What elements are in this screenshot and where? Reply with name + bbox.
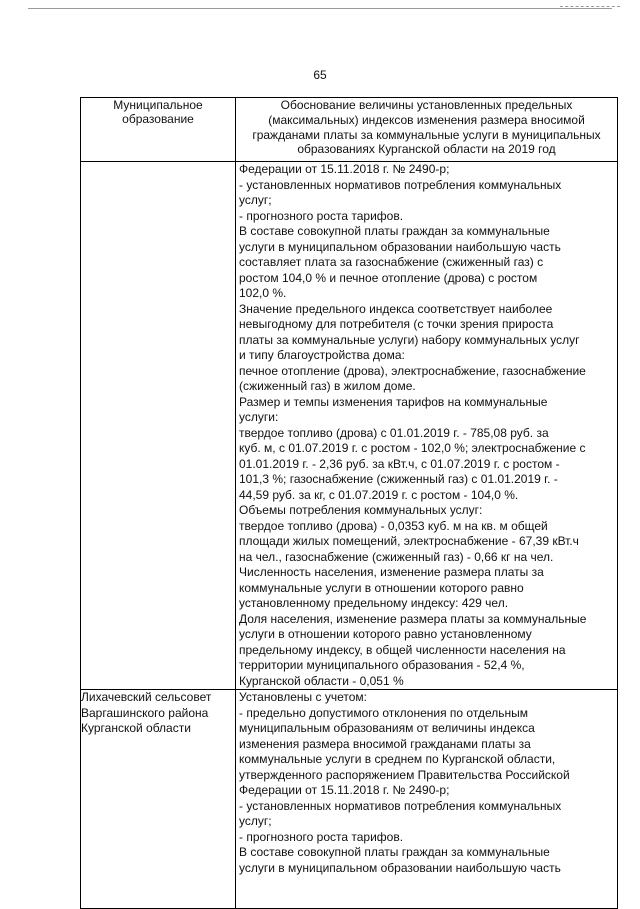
text-line: составляет плата за газоснабжение (сжиженный газ) с: [239, 255, 544, 269]
text-line: Размер и темпы изменения тарифов на коммунальные: [239, 394, 548, 409]
text-line: (сжиженный газ) в жилом доме.: [239, 379, 416, 393]
text-line: услуги в муниципальном образовании наибольшую часть: [239, 239, 561, 254]
table-row: [81, 690, 618, 909]
header-text-line: Обоснование величины установленных предельных: [280, 98, 573, 112]
text-line: - установленных нормативов потребления коммунальных: [239, 798, 562, 813]
header-text-line: гражданами платы за коммунальные услуги в муниципальных: [252, 127, 601, 142]
text-line: муниципальным образованиям от величины индекса: [239, 721, 535, 735]
justification-cell: [236, 690, 618, 909]
table-row: [81, 162, 618, 690]
header-text-line: образование: [122, 112, 194, 126]
municipality-cell: [81, 162, 236, 690]
text-line: Курганской области - 0,051 %: [239, 673, 404, 688]
municipality-line: Лихачевский сельсовет: [81, 690, 212, 704]
text-line: и типу благоустройства дома:: [239, 348, 405, 362]
municipality-line: Варгашинского района: [81, 705, 209, 720]
text-line: 44,59 руб. за кг, с 01.07.2019 г. с ростом - 104,0 %.: [239, 487, 519, 502]
text-line: изменения размера вносимой гражданами платы за: [239, 736, 531, 751]
table-header-row: [81, 98, 618, 162]
justification-cell: [236, 162, 618, 690]
text-line: коммунальные услуги в среднем по Курганской области,: [239, 752, 556, 766]
text-line: услуг;: [239, 814, 272, 828]
text-line: утвержденного распоряжением Правительства Российской: [239, 767, 570, 782]
text-line: платы за коммунальные услуги) набору коммунальных услуг: [239, 332, 580, 347]
text-line: Федерации от 15.11.2018 г. № 2490-р;: [239, 783, 450, 797]
top-scan-line: [28, 8, 612, 9]
text-line: куб. м, с 01.07.2019 г. с ростом - 102,0 %; электроснабжение с: [239, 441, 586, 455]
text-line: услуги:: [239, 410, 279, 424]
header-justification: [236, 98, 618, 162]
text-line: - предельно допустимого отклонения по отдельным: [239, 705, 528, 720]
text-line: Объемы потребления коммунальных услуг:: [239, 503, 483, 517]
text-line: В составе совокупной платы граждан за коммунальные: [239, 845, 550, 859]
text-line: установленному предельному индексу: 429 чел.: [239, 596, 509, 610]
text-line: - установленных нормативов потребления коммунальных: [239, 177, 562, 192]
text-line: на чел., газоснабжение (сжиженный газ) - 0,66 кг на чел.: [239, 549, 554, 564]
text-line: Доля населения, изменение размера платы за коммунальные: [239, 611, 587, 626]
header-municipality: [81, 98, 236, 162]
text-line: предельному индексу, в общей численности населения на: [239, 642, 566, 657]
header-text-line: (максимальных) индексов изменения размера вносимой: [268, 112, 585, 127]
text-line: Федерации от 15.11.2018 г. № 2490-р;: [239, 162, 450, 176]
top-scan-dash: [560, 6, 620, 7]
page-number: 65: [313, 68, 327, 82]
justification-lines: [236, 690, 617, 876]
text-line: территории муниципального образования - 52,4 %,: [239, 658, 525, 672]
justification-lines: [236, 162, 617, 689]
text-line: В составе совокупной платы граждан за коммунальные: [239, 224, 550, 238]
text-line: Значение предельного индекса соответствует наиболее: [239, 301, 553, 316]
text-line: ростом 104,0 % и печное отопление (дрова) с ростом: [239, 270, 538, 285]
text-line: площади жилых помещений, электроснабжение - 67,39 кВт.ч: [239, 534, 579, 548]
text-line: услуг;: [239, 193, 272, 207]
text-line: - прогнозного роста тарифов.: [239, 208, 404, 223]
text-line: твердое топливо (дрова) с 01.01.2019 г. - 785,08 руб. за: [239, 425, 549, 440]
municipality-line: Курганской области: [81, 721, 191, 735]
header-text-line: образованиях Курганской области на 2019 год: [297, 142, 556, 157]
text-line: услуги в муниципальном образовании наибольшую часть: [239, 860, 561, 875]
text-line: печное отопление (дрова), электроснабжение, газоснабжение: [239, 363, 586, 378]
text-line: - прогнозного роста тарифов.: [239, 829, 404, 844]
text-line: Установлены с учетом:: [239, 690, 367, 704]
text-line: 101,3 %; газоснабжение (сжиженный газ) с 01.01.2019 г. -: [239, 472, 558, 486]
municipality-cell: [81, 690, 236, 909]
text-line: невыгодному для потребителя (с точки зрения прироста: [239, 317, 554, 331]
index-justification-table: [80, 97, 618, 909]
text-line: твердое топливо (дрова) - 0,0353 куб. м на кв. м общей: [239, 518, 548, 533]
text-line: Численность населения, изменение размера платы за: [239, 565, 544, 579]
header-text-line: Муниципальное: [113, 98, 203, 112]
text-line: 01.01.2019 г. - 2,36 руб. за кВт.ч, с 01.07.2019 г. с ростом -: [239, 456, 560, 471]
text-line: услуги в отношении которого равно установленному: [239, 627, 532, 641]
text-line: коммунальные услуги в отношении которого равно: [239, 580, 524, 595]
text-line: 102,0 %.: [239, 286, 287, 300]
